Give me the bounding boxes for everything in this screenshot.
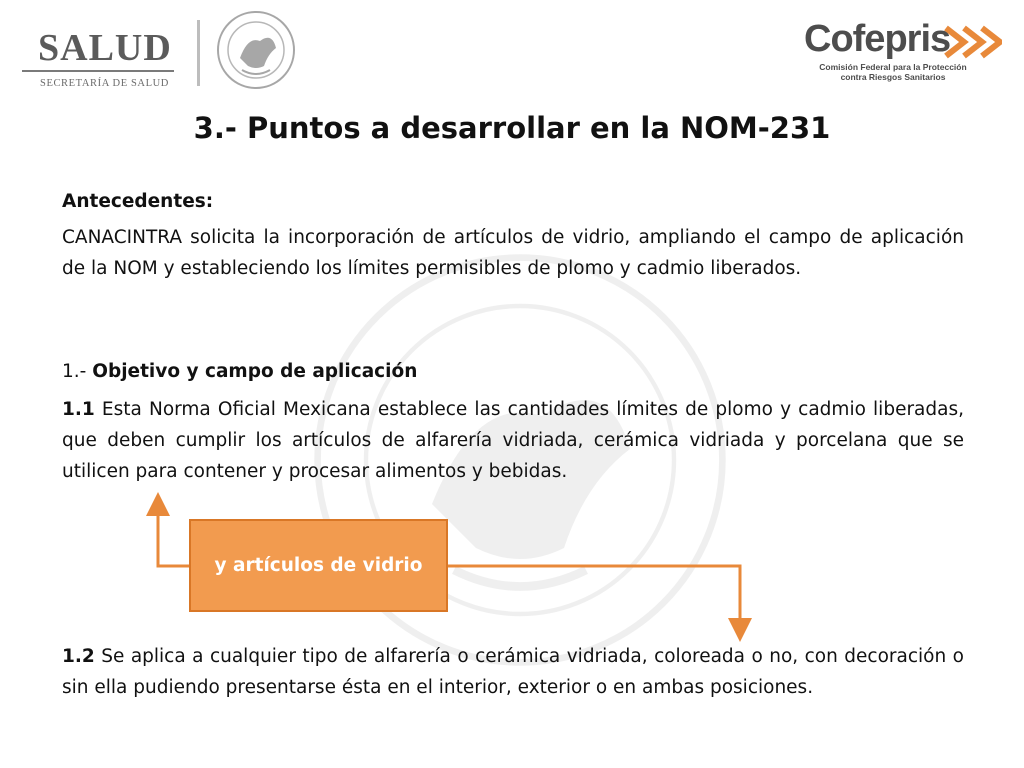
- page-title: 3.- Puntos a desarrollar en la NOM-231: [193, 111, 831, 145]
- objetivo-heading-line: [62, 356, 964, 387]
- header-divider: [197, 20, 200, 86]
- salud-logo-word: SALUD: [38, 27, 172, 69]
- salud-logo-rule: [22, 70, 174, 72]
- cofepris-arrows-icon: [942, 24, 1002, 60]
- item-1-1-number: 1.1: [62, 399, 95, 420]
- item-1-2-number: 1.2: [62, 646, 95, 667]
- objetivo-prefix: 1.-: [62, 361, 93, 382]
- national-seal-icon: [210, 8, 302, 92]
- connector-down-arrow: [448, 566, 740, 630]
- callout-box: [189, 519, 448, 612]
- callout-label: y artículos de vidrio: [214, 555, 423, 576]
- antecedentes-heading: Antecedentes:: [62, 191, 214, 212]
- objetivo-heading: Objetivo y campo de aplicación: [92, 361, 418, 382]
- cofepris-logo-subtitle: [808, 62, 978, 82]
- salud-logo-subtitle: SECRETARÍA DE SALUD: [40, 78, 169, 89]
- item-1-2-text: Se aplica a cualquier tipo de alfarería o cerámica vidriada, coloreada o no, con decoración o sin ella pudiendo presentarse ésta en el interior, exterior o en ambas posiciones.: [62, 646, 964, 698]
- item-1-2-paragraph: [62, 641, 964, 703]
- item-1-1-text: Esta Norma Oficial Mexicana establece las cantidades límites de plomo y cadmio liberadas, que deben cumplir los artículos de alfarería vidriada, cerámica vidriada y porcelana que se utilicen para contener y procesar alimentos y bebidas.: [62, 399, 964, 482]
- salud-logo: [22, 26, 182, 89]
- cofepris-logo-word: Cofepris: [804, 18, 951, 60]
- cofepris-subtitle-line2: contra Riesgos Sanitarios: [840, 72, 946, 82]
- item-1-1-paragraph: [62, 394, 964, 487]
- connector-up-arrow: [158, 504, 189, 566]
- cofepris-logo: [804, 18, 1004, 88]
- canacintra-paragraph: CANACINTRA solicita la incorporación de artículos de vidrio, ampliando el campo de aplicación de la NOM y estableciendo los límites permisibles de plomo y cadmio liberados.: [62, 227, 964, 279]
- cofepris-subtitle-line1: Comisión Federal para la Protección: [819, 62, 967, 72]
